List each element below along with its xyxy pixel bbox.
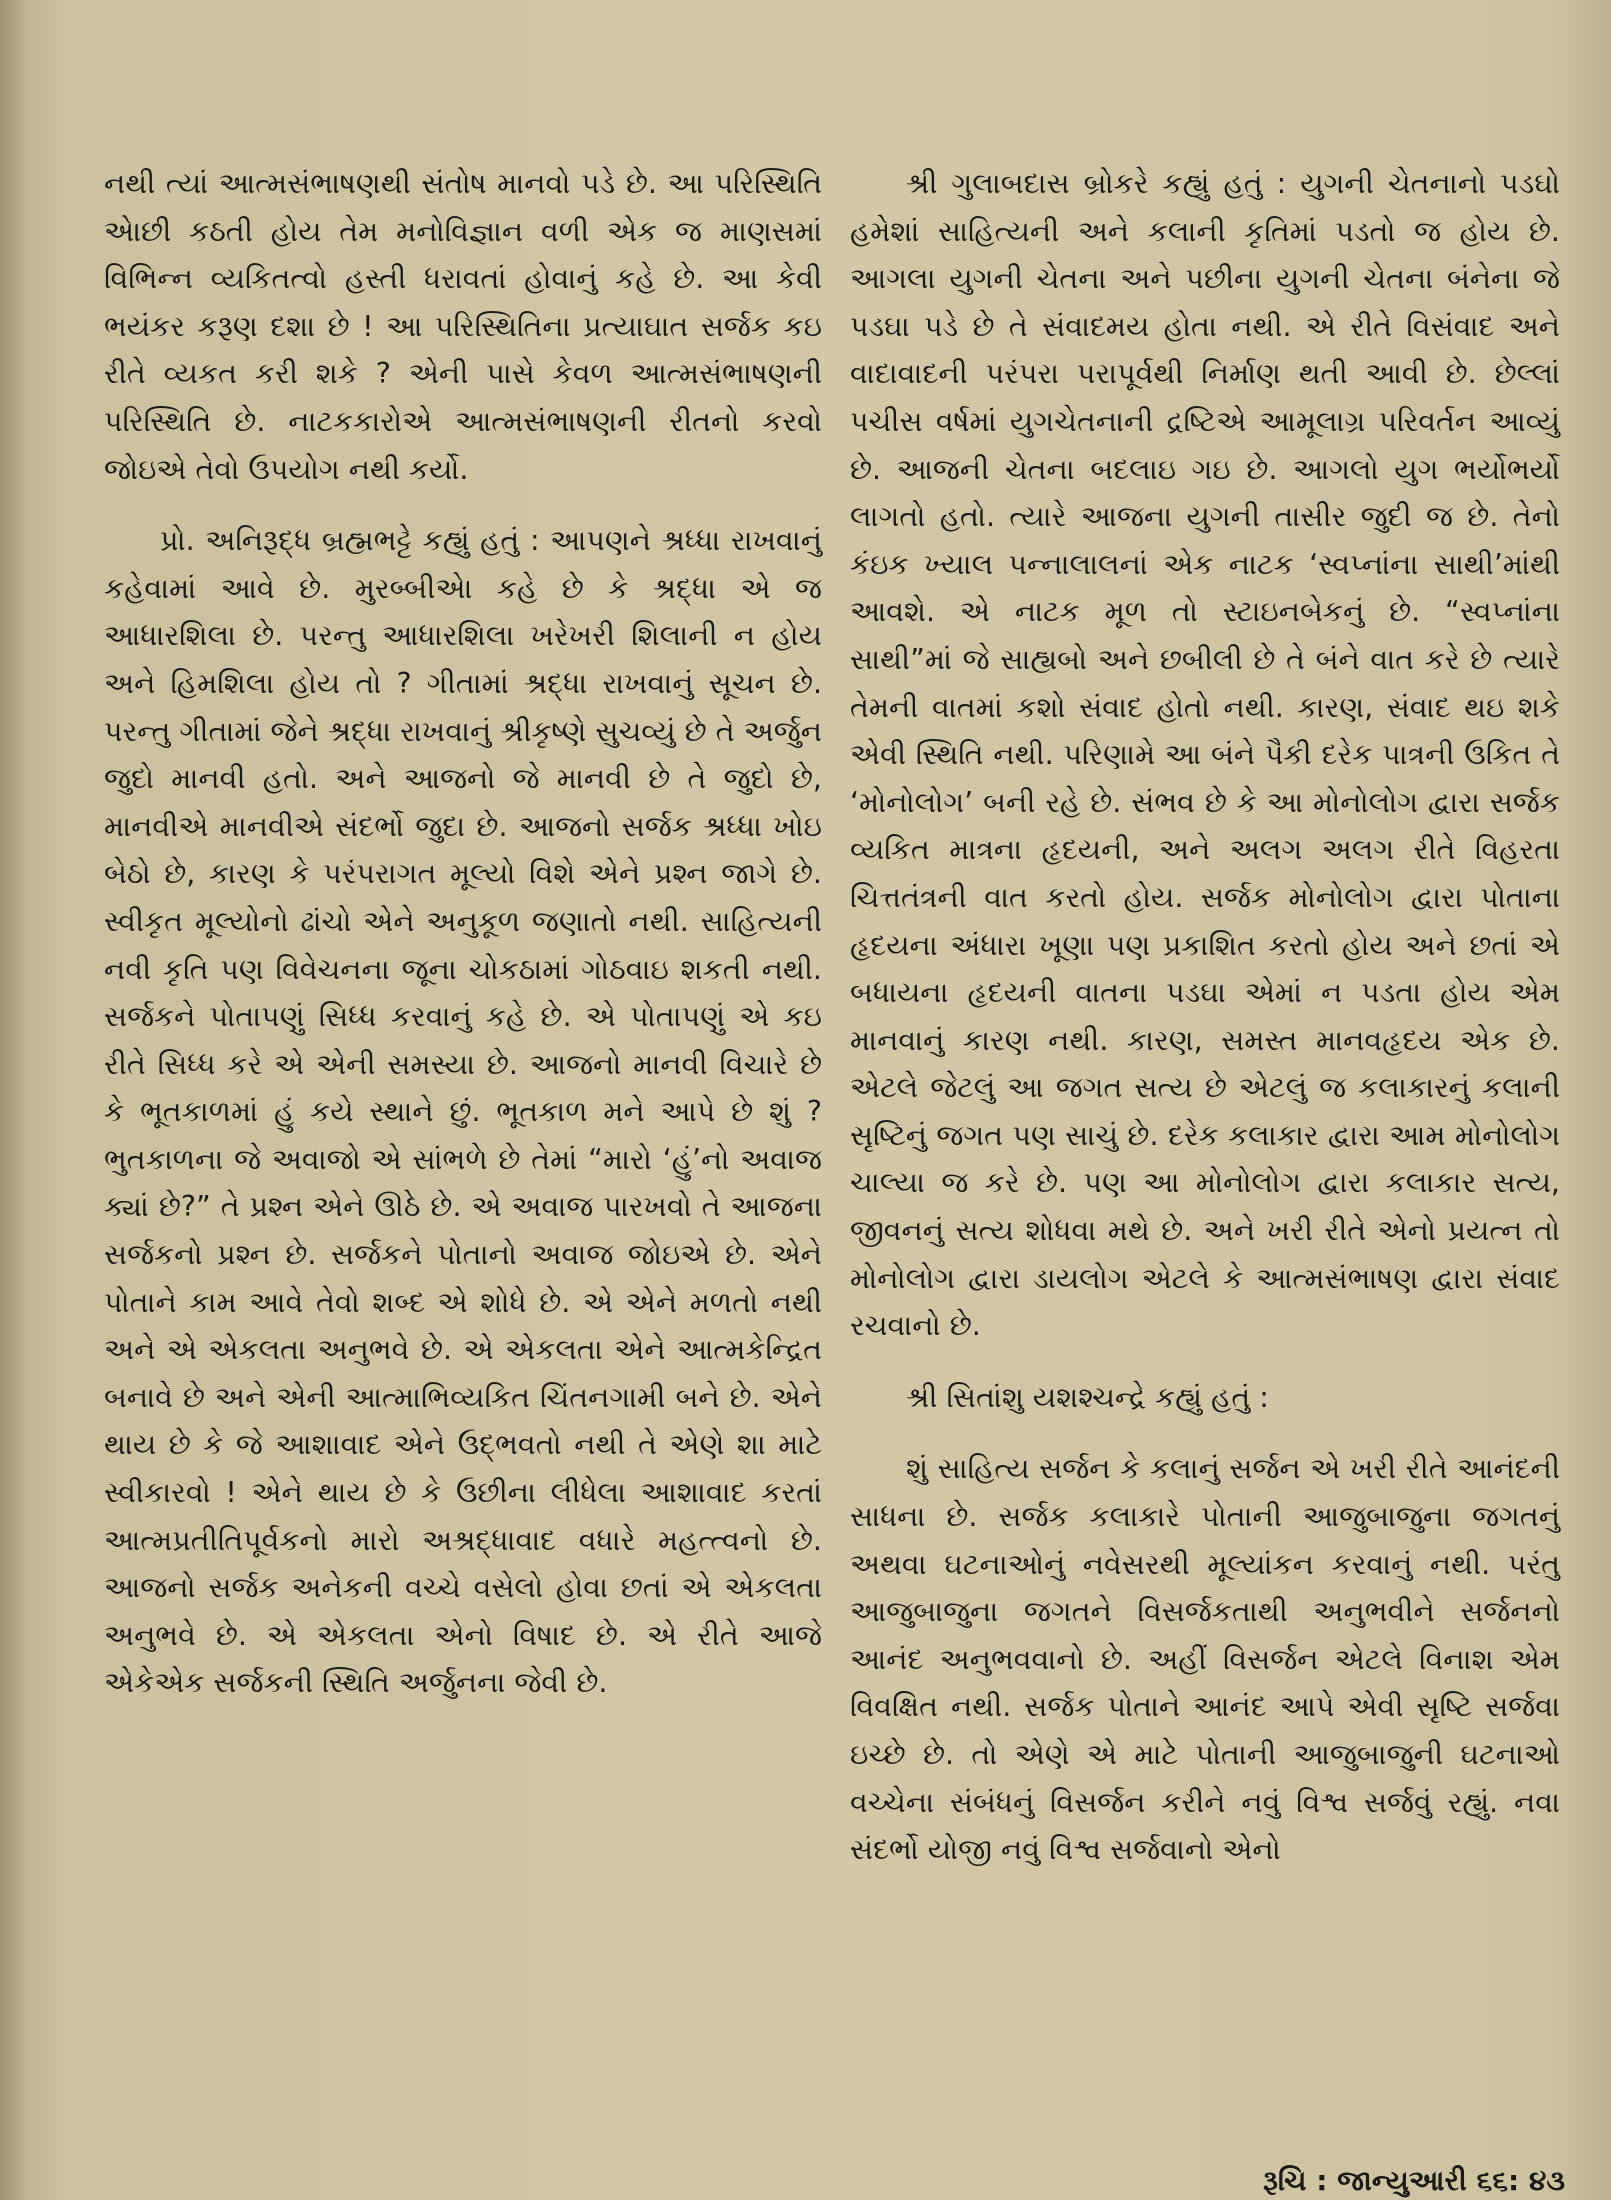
- left-paragraph-2: પ્રો. અનિરૂદ્ધ બ્રહ્મભટ્ટે કહ્યું હતું : આપણને શ્રધ્ધા રાખવાનું કહેવામાં આવે છે. મુરબ્બીએા કહે છે કે શ્રદ્ધા એ જ આધારશિલા છે. પરન્તુ આધારશિલા ખરેખરી શિલાની ન હોય અને હિમશિલા હોય તો ? ગીતામાં શ્રદ્ધા રાખવાનું સૂચન છે. પરન્તુ ગીતામાં જેને શ્રદ્ધા રાખવાનું શ્રીકૃષ્ણે સુચવ્યું છે તે અર્જુન જુદો માનવી હતો. અને આજનો જે માનવી છે તે જુદો છે, માનવીએ માનવીએ સંદર્ભો જુદા છે. આજનો સર્જક શ્રધ્ધા ખોઇ બેઠો છે, કારણ કે પરંપરાગત મૂલ્યો વિશે એને પ્રશ્ન જાગે છે. સ્વીકૃત મૂલ્યોનો ઢાંચો એને અનુકૂળ જણાતો નથી. સાહિત્યની નવી કૃતિ પણ વિવેચનના જૂના ચોકઠામાં ગોઠવાઇ શકતી નથી. સર્જકને પોતાપણું સિધ્ધ કરવાનું કહે છે. એ પોતાપણું એ કઇ રીતે સિધ્ધ કરે એ એની સમસ્યા છે. આજનો માનવી વિચારે છે કે ભૂતકાળમાં હું કયે સ્થાને છું. ભૂતકાળ મને આપે છે શું ? ભુતકાળના જે અવાજો એ સાંભળે છે તેમાં “મારો ‘હું’નો અવાજ ક્યાં છે?” તે પ્રશ્ન એને ઊઠે છે. એ અવાજ પારખવો તે આજના સર્જકનો પ્રશ્ન છે. સર્જકને પોતાનો અવાજ જોઇએ છે. એને પોતાને કામ આવે તેવો શબ્દ એ શોધે છે. એ એને મળતો નથી અને એ એકલતા અનુભવે છે. એ એકલતા એને આત્મકેન્દ્રિત બનાવે છે અને એની આત્માભિવ્યકિત ચિંતનગામી બને છે. એને થાય છે કે જે આશાવાદ એને ઉદ્ભવતો નથી તે એણે શા માટે સ્વીકારવો ! એને થાય છે કે ઉછીના લીધેલા આશાવાદ કરતાં આત્મપ્રતીતિપૂર્વકનો મારો અશ્રદ્ધાવાદ વધારે મહત્ત્વનો છે. આજનો સર્જક અનેકની વચ્ચે વસેલો હોવા છતાં એ એકલતા અનુભવે છે. એ એકલતા એનો વિષાદ છે. એ રીતે આજે એકેએક સર્જકની સ્થિતિ અર્જુનના જેવી છે.: [104, 524, 822, 1700]
- right-paragraph-3: શું સાહિત્ય સર્જન કે કલાનું સર્જન એ ખરી રીતે આનંદની સાધના છે. સર્જક કલાકારે પોતાની આજુબાજુના જગતનું અથવા ઘટનાઓનું નવેસરથી મૂલ્યાંકન કરવાનું નથી. પરંતુ આજુબાજુના જગતને વિસર્જકતાથી અનુભવીને સર્જનનો આનંદ અનુભવવાનો છે. અહીં વિસર્જન એટલે વિનાશ એમ વિવક્ષિત નથી. સર્જક પોતાને આનંદ આપે એવી સૃષ્ટિ સર્જવા ઇચ્છે છે. તો એણે એ માટે પોતાની આજુબાજુની ઘટનાઓ વચ્ચેના સંબંધનું વિસર્જન કરીને નવું વિશ્વ સર્જવું રહ્યું. નવા સંદર્ભો યોજી નવું વિશ્વ સર્જવાનો એનો: [850, 1452, 1560, 1867]
- right-paragraph-2: શ્રી સિતાંશુ યશશ્ચન્દ્રે કહ્યું હતું :: [906, 1380, 1269, 1414]
- right-paragraph-1: શ્રી ગુલાબદાસ બ્રોકરે કહ્યું હતું : યુગની ચેતનાનો પડઘો હમેશાં સાહિત્યની અને કલાની કૃતિમાં પડતો જ હોય છે. આગલા યુગની ચેતના અને પછીના યુગની ચેતના બંનેના જે પડઘા પડે છે તે સંવાદમય હોતા નથી. એ રીતે વિસંવાદ અને વાદાવાદની પરંપરા પરાપૂર્વથી નિર્માણ થતી આવી છે. છેલ્લાં પચીસ વર્ષમાં યુગચેતનાની દ્રષ્ટિએ આમૂલાગ્ર પરિવર્તન આવ્યું છે. આજની ચેતના બદલાઇ ગઇ છે. આગલો યુગ ભર્યોભર્યો લાગતો હતો. ત્યારે આજના યુગની તાસીર જુદી જ છે. તેનો કંઇક ખ્યાલ પન્નાલાલનાં એક નાટક ‘સ્વપ્નાંના સાથી’માંથી આવશે. એ નાટક મૂળ તો સ્ટાઇનબેકનું છે. “સ્વપ્નાંના સાથી”માં જે સાહ્યબો અને છબીલી છે તે બંને વાત કરે છે ત્યારે તેમની વાતમાં કશો સંવાદ હોતો નથી. કારણ, સંવાદ થઇ શકે એવી સ્થિતિ નથી. પરિણામે આ બંને પૈકી દરેક પાત્રની ઉકિત તે ‘મોનોલોગ’ બની રહે છે. સંભવ છે કે આ મોનોલોગ દ્વારા સર્જક વ્યકિત માત્રના હૃદયની, અને અલગ અલગ રીતે વિહરતા ચિત્તતંત્રની વાત કરતો હોય. સર્જક મોનોલોગ દ્વારા પોતાના હૃદયના અંધારા ખૂણા પણ પ્રકાશિત કરતો હોય અને છતાં એ બધાયના હૃદયની વાતના પડઘા એમાં ન પડતા હોય એમ માનવાનું કારણ નથી. કારણ, સમસ્ત માનવહૃદય એક છે. એટલે જેટલું આ જગત સત્ય છે એટલું જ કલાકારનું કલાની સૃષ્ટિનું જગત પણ સાચું છે. દરેક કલાકાર દ્વારા આમ મોનોલોગ ચાલ્યા જ કરે છે. પણ આ મોનોલોગ દ્વારા કલાકાર સત્ય, જીવનનું સત્ય શોધવા મથે છે. અને ખરી રીતે એનો પ્રયત્ન તો મોનોલોગ દ્વારા ડાયલોગ એટલે કે આત્મસંભાષણ દ્વારા સંવાદ રચવાનો છે.: [850, 167, 1560, 1343]
- page-binding-edge: [0, 0, 30, 2200]
- page-footer: રૂચિ : જાન્યુઆરી ૬૬: ૪૩: [1262, 2164, 1565, 2197]
- left-column: [104, 160, 822, 1707]
- right-column: [850, 160, 1560, 1874]
- left-paragraph-1: નથી ત્યાં આત્મસંભાષણથી સંતોષ માનવો પડે છે. આ પરિસ્થિતિ એાછી કઠતી હોય તેમ મનોવિજ્ઞાન વળી એક જ માણસમાં વિભિન્ન વ્યકિતત્વો હસ્તી ધરાવતાં હોવાનું કહે છે. આ કેવી ભયંકર કરૂણ દશા છે ! આ પરિસ્થિતિના પ્રત્યાઘાત સર્જક કઇ રીતે વ્યકત કરી શકે ? એની પાસે કેવળ આત્મસંભાષણની પરિસ્થિતિ છે. નાટકકારોએ આત્મસંભાષણની રીતનો કરવો જોઇએ તેવો ઉપયોગ નથી કર્યો.: [104, 167, 822, 486]
